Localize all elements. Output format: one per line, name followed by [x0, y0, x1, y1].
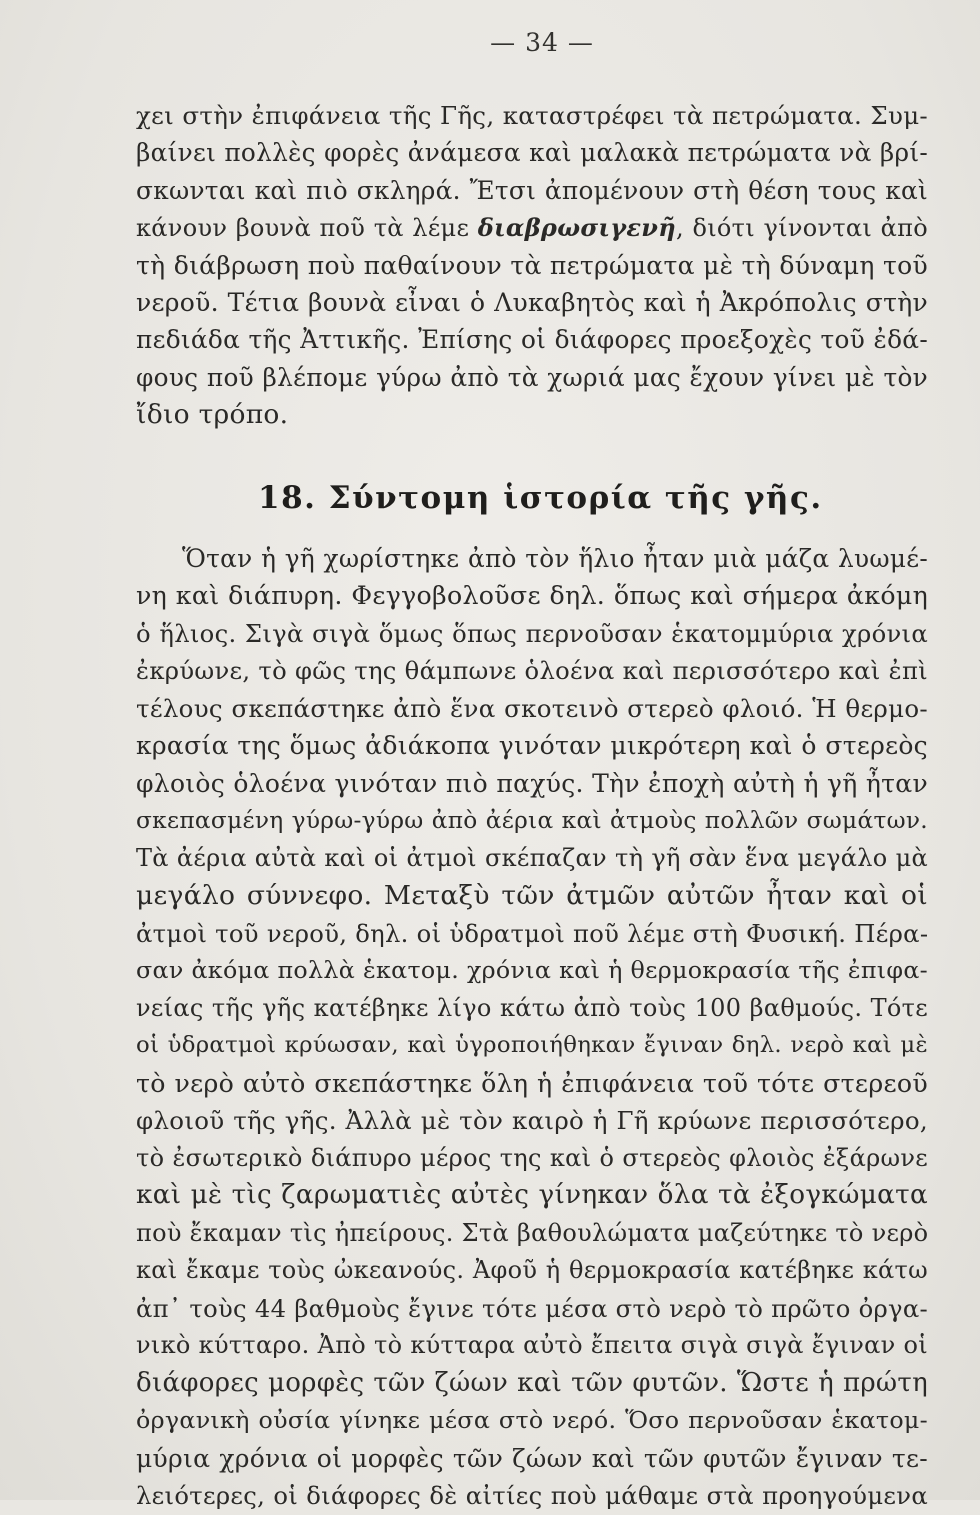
- text-line: διάφορες μορφὲς τῶν ζώων καὶ τῶν φυτῶν. Ὥστε ἡ πρώτη: [136, 1367, 928, 1398]
- line-text: ἴδιο τρόπο.: [136, 399, 289, 431]
- text-line: νείας τῆς γῆς κατέβηκε λίγο κάτω ἀπὸ τοὺς 100 βαθμούς. Τότε: [136, 993, 928, 1022]
- text-line: [136, 321, 928, 358]
- text-line: τὸ ἐσωτερικὸ διάπυρο μέρος της καὶ ὁ στερεὸς φλοιὸς ἐξάρωνε: [136, 1143, 928, 1172]
- line-text: βαίνει πολλὲς φορὲς ἀνάμεσα καὶ μαλακὰ πετρώματα νὰ βρί-: [136, 138, 928, 168]
- line-text: χει στὴν ἐπιφάνεια τῆς Γῆς, καταστρέφει τὰ πετρώματα. Συμ-: [136, 101, 928, 130]
- text-line: ποὺ ἔκαμαν τὶς ἠπείρους. Στὰ βαθουλώματα μαζεύτηκε τὸ νερὸ: [136, 1218, 929, 1247]
- text-line: ἐκρύωνε, τὸ φῶς της θάμπωνε ὁλοένα καὶ περισσότερο καὶ ἐπὶ: [136, 656, 928, 686]
- text-line: [136, 172, 928, 209]
- text-line: τέλους σκεπάστηκε ἀπὸ ἕνα σκοτεινὸ στερεὸ φλοιό. Ἡ θερμο-: [136, 693, 928, 723]
- text-line: οἱ ὑδρατμοὶ κρύωσαν, καὶ ὑγροποιήθηκαν ἔγιναν δηλ. νερὸ καὶ μὲ: [136, 1032, 928, 1059]
- text-line: [136, 284, 928, 321]
- text-line: φλοιοῦ τῆς γῆς. Ἀλλὰ μὲ τὸν καιρὸ ἡ Γῆ κρύωνε περισσότερο,: [136, 1106, 928, 1136]
- line-text: φους ποῦ βλέπομε γύρω ἀπὸ τὰ χωριά μας ἔχουν γίνει μὲ τὸν: [136, 362, 928, 392]
- text-line: Ὅταν ἡ γῆ χωρίστηκε ἀπὸ τὸν ἥλιο ἦταν μιὰ μάζα λυωμέ-: [182, 543, 928, 573]
- paragraph-continuation: [136, 97, 928, 434]
- text-line: μύρια χρόνια οἱ μορφὲς τῶν ζώων καὶ τῶν φυτῶν ἔγιναν τε-: [136, 1443, 928, 1473]
- text-line: [136, 247, 928, 284]
- line-text: πεδιάδα τῆς Ἀττικῆς. Ἐπίσης οἱ διάφορες προεξοχὲς τοῦ ἐδά-: [136, 325, 928, 355]
- line-text: , διότι γίνονται ἀπὸ: [676, 214, 928, 243]
- line-text: σκωνται καὶ πιὸ σκληρά. Ἔτσι ἀπομένουν στὴ θέση τους καὶ: [136, 175, 928, 205]
- text-line: ὁ ἥλιος. Σιγὰ σιγὰ ὅμως ὅπως περνοῦσαν ἑκατομμύρια χρόνια: [136, 618, 928, 648]
- text-line: κρασία της ὅμως ἀδιάκοπα γινόταν μικρότερη καὶ ὁ στερεὸς: [136, 731, 928, 761]
- section-heading: 18. Σύντομη ἱστορία τῆς γῆς.: [258, 479, 823, 516]
- text-line: μεγάλο σύννεφο. Μεταξὺ τῶν ἀτμῶν αὐτῶν ἦταν καὶ οἱ: [136, 880, 928, 912]
- text-line: φλοιὸς ὁλοένα γινόταν πιὸ παχύς. Τὴν ἐποχὴ αὐτὴ ἡ γῆ ἦταν: [136, 768, 928, 798]
- text-line: σαν ἀκόμα πολλὰ ἑκατομ. χρόνια καὶ ἡ θερμοκρασία τῆς ἐπιφα-: [136, 956, 928, 985]
- text-line: ἀτμοὶ τοῦ νεροῦ, δηλ. οἱ ὑδρατμοὶ ποῦ λέμε στὴ Φυσική. Πέρα-: [136, 918, 929, 948]
- page-number: — 34 —: [490, 28, 594, 57]
- line-text: κάνουν βουνὰ ποῦ τὰ λέμε: [136, 214, 478, 243]
- line-text: τὴ διάβρωση ποὺ παθαίνουν τὰ πετρώματα μὲ τὴ δύναμη τοῦ: [136, 250, 928, 280]
- text-line: ὀργανικὴ οὐσία γίνηκε μέσα στὸ νερό. Ὅσο περνοῦσαν ἑκατομ-: [136, 1406, 928, 1435]
- text-line: σκεπασμένη γύρω-γύρω ἀπὸ ἀέρια καὶ ἀτμοὺς πολλῶν σωμάτων.: [136, 807, 928, 835]
- text-line: τὸ νερὸ αὐτὸ σκεπάστηκε ὅλη ἡ ἐπιφάνεια τοῦ τότε στερεοῦ: [136, 1068, 928, 1098]
- text-line: ἀπ᾽ τοὺς 44 βαθμοὺς ἔγινε τότε μέσα στὸ νερὸ τὸ πρῶτο ὀργα-: [136, 1293, 929, 1323]
- line-text: νεροῦ. Τέτια βουνὰ εἶναι ὁ Λυκαβητὸς καὶ ἡ Ἀκρόπολις στὴν: [136, 287, 928, 317]
- text-line: νικὸ κύτταρο. Ἀπὸ τὸ κύτταρα αὐτὸ ἔπειτα σιγὰ σιγὰ ἔγιναν οἱ: [136, 1331, 928, 1360]
- emphasized-term: διαβρωσιγενῆ: [477, 213, 676, 243]
- text-line: λειότερες, οἱ διάφορες δὲ αἰτίες ποὺ μάθαμε στὰ προηγούμενα: [136, 1481, 928, 1511]
- text-line: καὶ μὲ τὶς ζαρωματιὲς αὐτὲς γίνηκαν ὅλα τὰ ἐξογκώματα: [136, 1180, 928, 1211]
- text-line: καὶ ἔκαμε τοὺς ὠκεανούς. Ἀφοῦ ἡ θερμοκρασία κατέβηκε κάτω: [136, 1256, 928, 1285]
- text-line: [136, 209, 928, 246]
- text-line: νη καὶ διάπυρη. Φεγγοβολοῦσε δηλ. ὅπως καὶ σήμερα ἀκόμη: [136, 581, 928, 611]
- text-line: [136, 97, 928, 134]
- text-line: [136, 359, 928, 396]
- text-line: Τὰ ἀέρια αὐτὰ καὶ οἱ ἀτμοὶ σκέπαζαν τὴ γῆ σὰν ἕνα μεγάλο μὰ: [136, 843, 928, 872]
- text-line: [136, 396, 928, 433]
- text-line: [136, 134, 928, 171]
- paragraph-earth-history: [136, 540, 928, 1515]
